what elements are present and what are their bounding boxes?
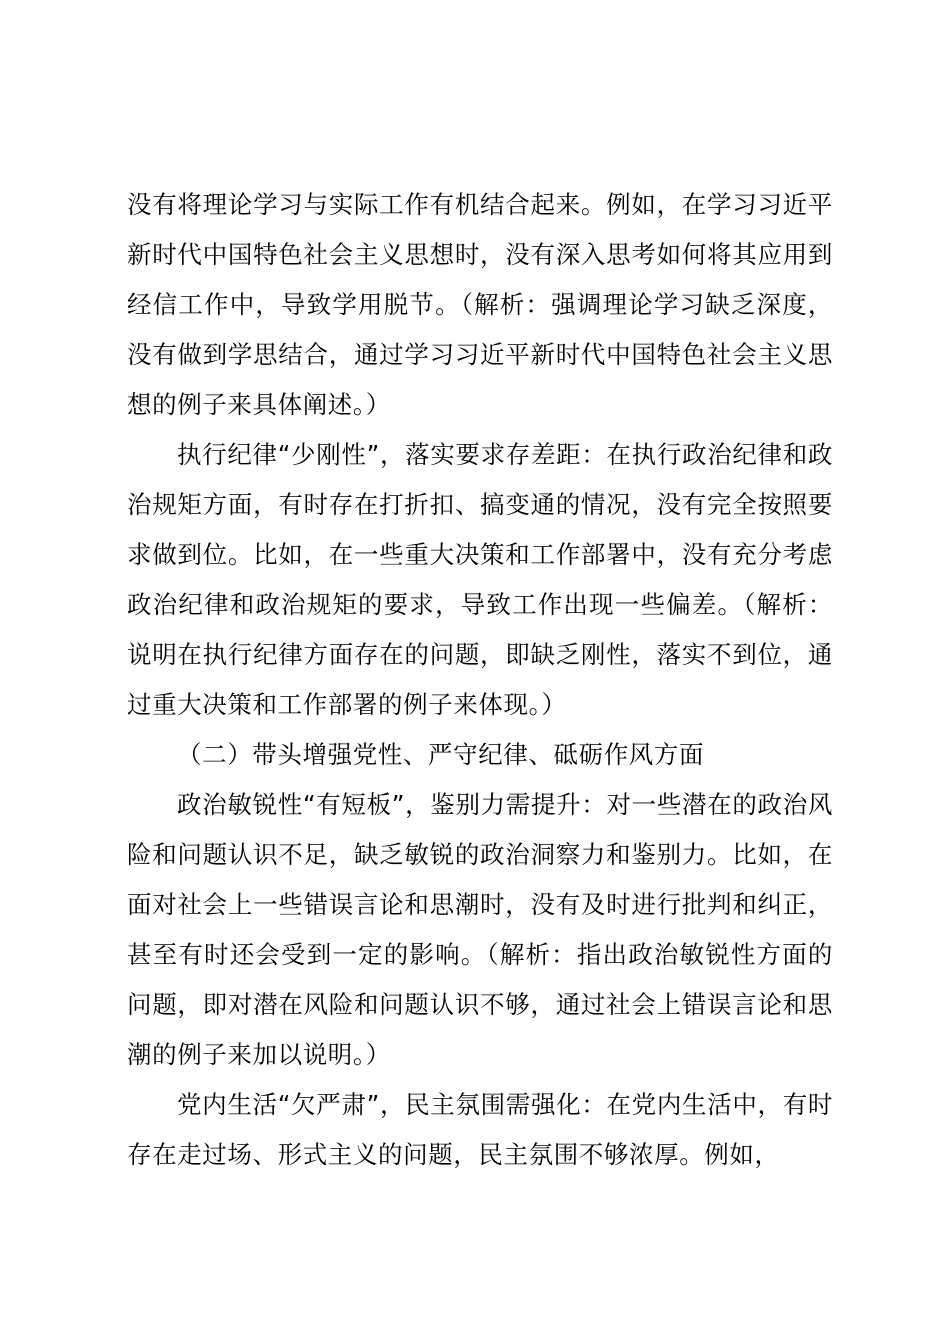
paragraph-political-sensitivity: 政治敏锐性“有短板”，鉴别力需提升：对一些潜在的政治风险和问题认识不足，缺乏敏锐的政治洞察力和鉴别力。比如，在面对社会上一些错误言论和思潮时，没有及时进行批判和纠正，甚至有时还会受到一定的影响。（解析：指出政治敏锐性方面的问题，即对潜在风险和问题认识不够，通过社会上错误言论和思潮的例子来加以说明。） bbox=[127, 790, 833, 1069]
paragraph-theory-study: 没有将理论学习与实际工作有机结合起来。例如，在学习习近平新时代中国特色社会主义思想时，没有深入思考如何将其应用到经信工作中，导致学用脱节。（解析：强调理论学习缺乏深度，没有做到学思结合，通过学习习近平新时代中国特色社会主义思想的例子来具体阐述。） bbox=[127, 190, 833, 419]
section-heading: （二）带头增强党性、严守纪律、砥砺作风方面 bbox=[177, 740, 705, 769]
paragraph-party-life: 党内生活“欠严肃”，民主氛围需强化：在党内生活中，有时存在走过场、形式主义的问题，民主氛围不够浓厚。例如， bbox=[127, 1090, 833, 1169]
document-body bbox=[127, 180, 833, 1180]
paragraph-discipline: 执行纪律“少刚性”，落实要求存差距：在执行政治纪律和政治规矩方面，有时存在打折扣、搞变通的情况，没有完全按照要求做到位。比如，在一些重大决策和工作部署中，没有充分考虑政治纪律和政治规矩的要求，导致工作出现一些偏差。（解析：说明在执行纪律方面存在的问题，即缺乏刚性，落实不到位，通过重大决策和工作部署的例子来体现。） bbox=[127, 440, 833, 719]
